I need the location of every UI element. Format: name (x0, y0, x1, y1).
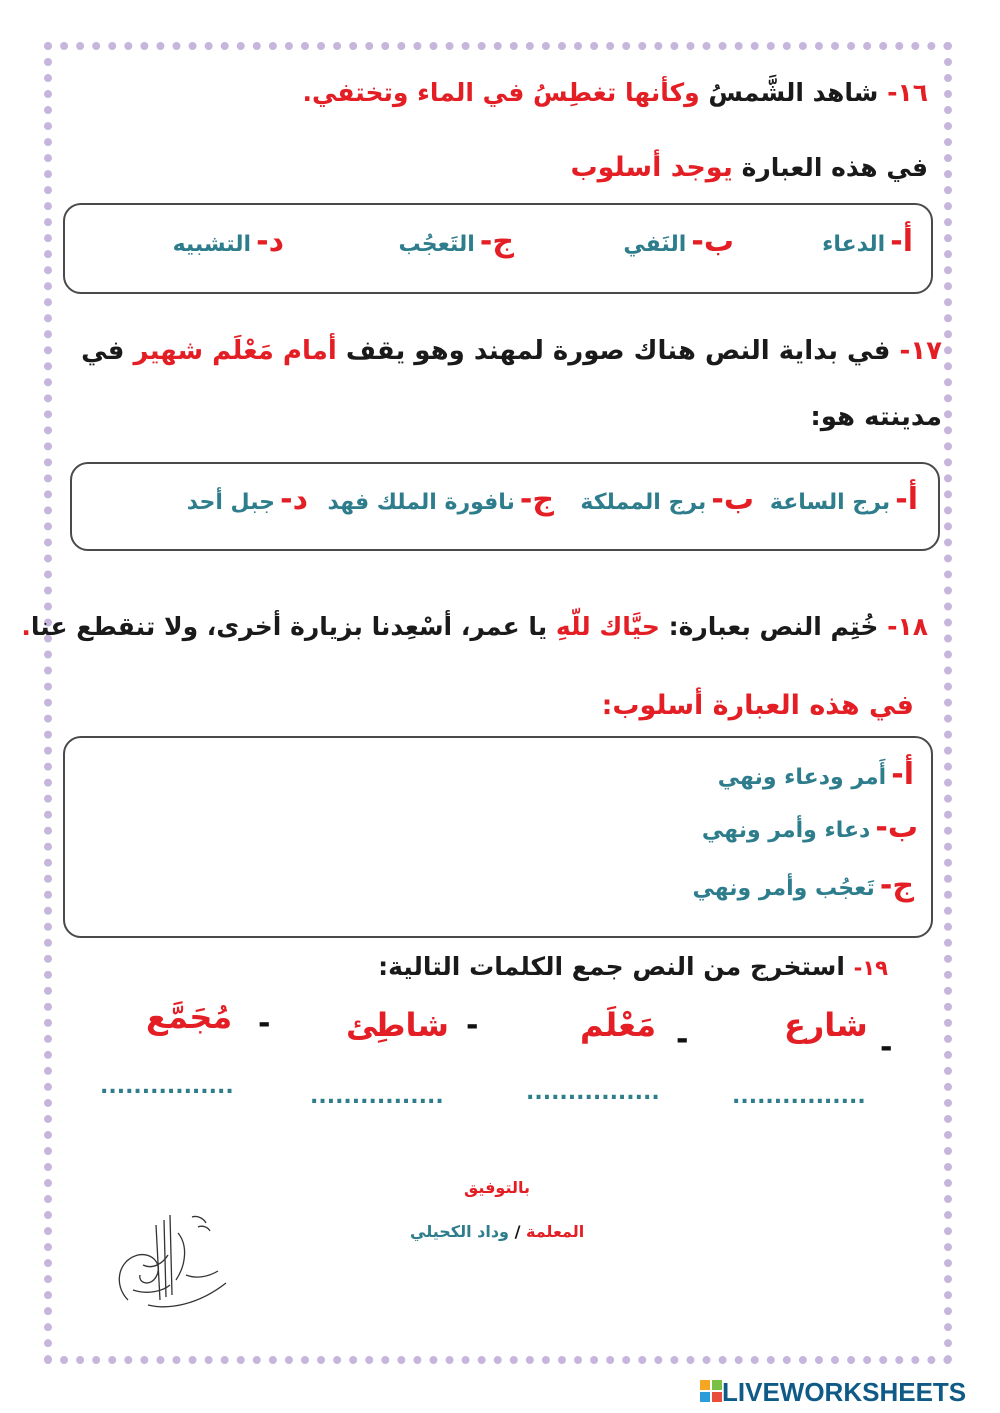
q18-option-a[interactable] (718, 757, 914, 792)
q16-option-c-text: التَعجُب (398, 232, 475, 257)
q16-option-c-letter: ج- (479, 224, 514, 259)
q18-part3: يا عمر، أسْعِدنا بزيارة أخرى، ولا تنقطع عنا (30, 612, 548, 641)
q18-question (21, 612, 928, 641)
q17-option-c-letter: ج- (519, 482, 554, 517)
q17-line1-part3: في (81, 336, 125, 366)
q17-option-d[interactable] (187, 482, 308, 517)
q16-sentence-part2: وكأنها تغطِسُ في الماء وتختفي. (302, 78, 700, 107)
q19-text: استخرج من النص جمع الكلمات التالية: (378, 952, 845, 981)
q19-number: ١٩- (853, 956, 888, 980)
q19-answer-blank-4[interactable]: ................ (100, 1074, 234, 1099)
q18-part1: خُتِم النص بعبارة: (668, 612, 879, 641)
q17-option-b[interactable] (580, 482, 754, 517)
q16-number: ١٦- (887, 78, 928, 107)
q16-option-a-letter: أ- (890, 224, 913, 259)
q19-word-1: شارع (784, 1006, 868, 1044)
q16-prompt-part1: في هذه العبارة (741, 153, 928, 182)
q16-option-d-text: التشبيه (172, 232, 252, 257)
liveworksheets-brand[interactable] (700, 1377, 966, 1407)
footer-slash: / (514, 1222, 521, 1241)
q19-word-2: مَعْلَم (580, 1006, 657, 1044)
q17-option-b-letter: ب- (711, 482, 754, 517)
q16-option-a-text: الدعاء (822, 232, 886, 257)
q18-number: ١٨- (887, 612, 928, 641)
q18-option-b-text: دعاء وأمر ونهي (701, 818, 871, 843)
q17-option-c-text: نافورة الملك فهد (327, 490, 515, 515)
q18-period: . (21, 612, 31, 641)
q16-option-d[interactable] (173, 224, 284, 259)
q19-question (378, 952, 888, 981)
q17-option-b-text: برج المملكة (580, 490, 707, 515)
footer-teacher (410, 1222, 584, 1241)
q16-option-b-text: النَفي (623, 232, 687, 257)
q16-option-b-letter: ب- (691, 224, 734, 259)
q18-option-a-text: أَمر ودعاء ونهي (717, 765, 887, 790)
q18-option-c[interactable] (692, 868, 914, 903)
q16-prompt-part2: يوجد أسلوب (570, 152, 733, 183)
q18-part2: حيَّاك للّهِ (555, 612, 660, 641)
q19-answer-blank-3[interactable]: ................ (310, 1084, 444, 1109)
footer-wish: بالتوفيق (464, 1178, 531, 1197)
q17-line1-part2: أمام مَعْلَم شهير (133, 336, 337, 366)
q17-option-d-letter: د- (280, 482, 308, 517)
q18-option-a-letter: أ- (891, 757, 914, 792)
liveworksheets-brand-text: LIVEWORKSHEETS (722, 1376, 967, 1407)
teacher-signature-icon (108, 1205, 238, 1320)
q18-prompt: في هذه العبارة أسلوب: (601, 690, 914, 721)
q19-answer-blank-2[interactable]: ................ (526, 1080, 660, 1105)
q17-option-c[interactable] (327, 482, 554, 517)
q17-line1-part1: في بداية النص هناك صورة لمهند وهو يقف (345, 336, 891, 366)
q18-option-b[interactable] (702, 810, 918, 845)
q16-sentence-part1: شاهد الشَّمسُ (708, 78, 879, 107)
q17-number: ١٧- (899, 336, 942, 366)
q17-question-line2: مدينته هو: (810, 402, 942, 432)
q17-option-a-text: برج الساعة (769, 490, 891, 515)
q16-option-b[interactable] (623, 224, 734, 259)
q16-option-c[interactable] (398, 224, 514, 259)
q17-option-a-letter: أ- (895, 482, 918, 517)
q19-word-4: مُجَمَّع (146, 998, 233, 1036)
q18-option-b-letter: ب- (875, 810, 918, 845)
q19-word-3: شاطِئ (346, 1006, 449, 1044)
q17-question-line1 (81, 336, 942, 366)
liveworksheets-logo-icon (700, 1380, 722, 1404)
q19-separator-4: - (258, 1006, 271, 1041)
q16-question (302, 78, 928, 107)
q16-prompt (570, 152, 928, 183)
footer-teacher-name: وداد الكحيلي (410, 1222, 509, 1241)
q17-option-a[interactable] (770, 482, 918, 517)
q16-option-a[interactable] (822, 224, 913, 259)
q19-separator-3: - (466, 1008, 479, 1043)
q19-separator-1: - (880, 1030, 893, 1065)
q19-answer-blank-1[interactable]: ................ (732, 1084, 866, 1109)
q17-option-d-text: جبل أحد (186, 490, 276, 515)
q18-option-c-letter: ج- (879, 868, 914, 903)
q19-separator-2: - (676, 1022, 689, 1057)
q18-option-c-text: تَعجُب وأمر ونهي (692, 876, 875, 901)
footer-teacher-label: المعلمة (526, 1222, 585, 1241)
q16-option-d-letter: د- (256, 224, 284, 259)
